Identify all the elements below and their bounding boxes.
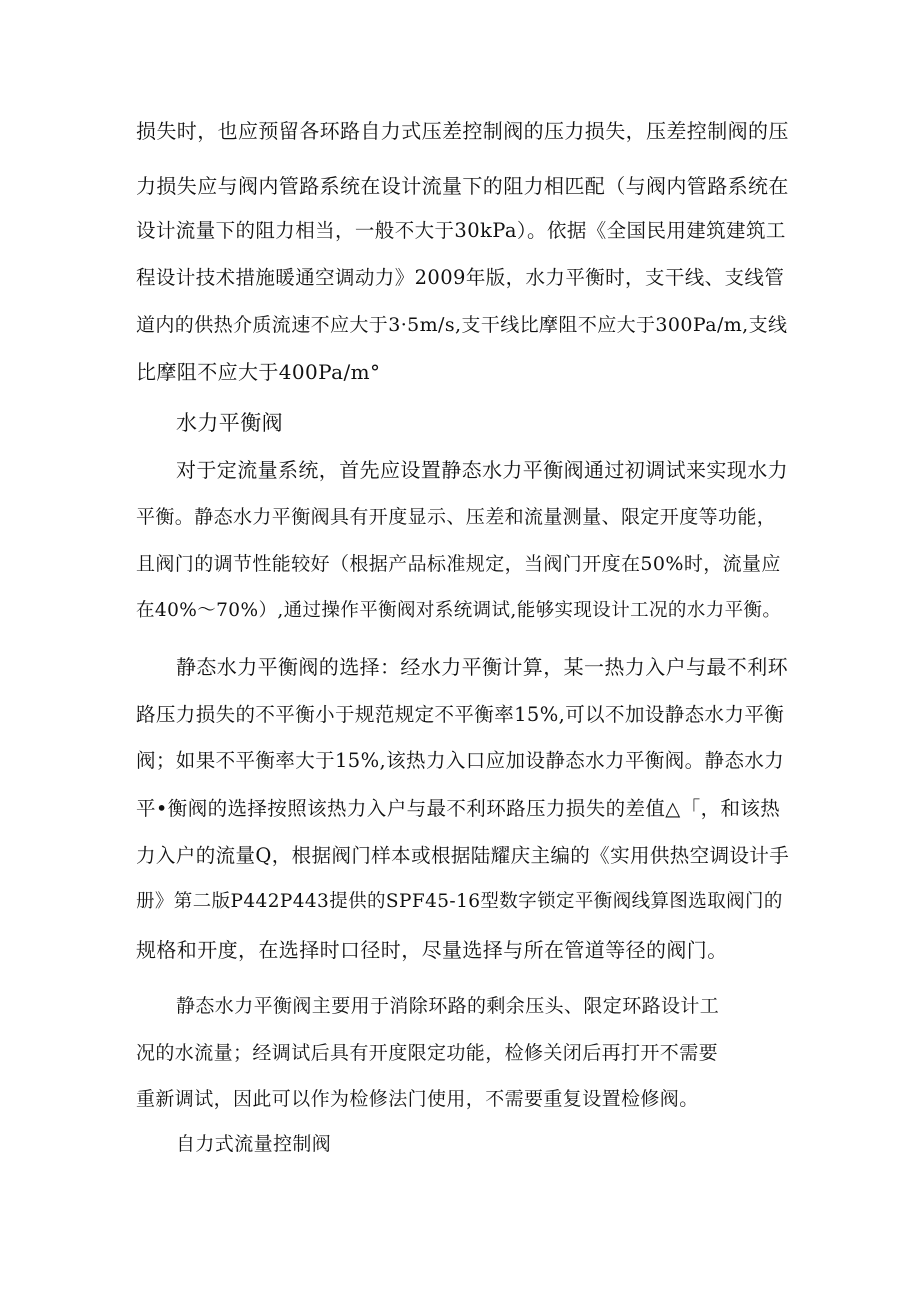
paragraph-1-line-5: 道内的供热介质流速不应大于3·5m∕s,支干线比摩阻不应大于300Pa∕m,支线 (136, 314, 788, 336)
paragraph-3-line-5: 力入户的流量Q，根据阀门样本或根据陆耀庆主编的《实用供热空调设计手 (136, 844, 790, 867)
section-heading-balance-valve: 水力平衡阀 (176, 411, 283, 435)
paragraph-4-line-2: 况的水流量；经调试后具有开度限定功能，检修关闭后再打开不需要 (136, 1042, 719, 1064)
paragraph-1-line-3: 设计流量下的阻力相当，一般不大于30kPa）。依据《全国民用建筑建筑工 (136, 219, 786, 242)
paragraph-4-line-3: 重新调试，因此可以作为检修法门使用，不需要重复设置检修阀。 (136, 1088, 699, 1110)
paragraph-2-line-2: 平衡。静态水力平衡阀具有开度显示、压差和流量测量、限定开度等功能， (136, 506, 777, 528)
paragraph-1-line-6: 比摩阻不应大于400Pa∕m° (136, 360, 381, 384)
paragraph-3-line-3: 阀；如果不平衡率大于15%,该热力入口应加设静态水力平衡阀。静态水力 (136, 749, 785, 772)
paragraph-4-line-1: 静态水力平衡阀主要用于消除环路的剩余压头、限定环路设计工 (176, 995, 720, 1017)
paragraph-3-line-2: 路压力损失的不平衡小于规范规定不平衡率15%,可以不加设静态水力平衡 (136, 703, 785, 726)
paragraph-2-line-3: 且阀门的调节性能较好（根据产品标准规定，当阀门开度在50%时，流量应 (136, 553, 781, 575)
paragraph-3-line-7: 规格和开度，在选择时口径时，尽量选择与所在管道等径的阀门。 (136, 938, 728, 962)
paragraph-3-line-4: 平•衡阀的选择按照该热力入户与最不利环路压力损失的差值△「，和该热 (136, 797, 781, 820)
paragraph-2-line-1: 对于定流量系统，首先应设置静态水力平衡阀通过初调试来实现水力 (176, 458, 788, 482)
paragraph-2-line-4: 在40%〜70%）,通过操作平衡阀对系统调试,能够实现设计工况的水力平衡。 (136, 600, 782, 621)
paragraph-1-line-1: 损失时，也应预留各环路自力式压差控制阀的压力损失，压差控制阀的压 (136, 119, 789, 143)
paragraph-1-line-2: 力损失应与阀内管路系统在设计流量下的阻力相匹配（与阀内管路系统在 (136, 174, 789, 198)
paragraph-3-line-1: 静态水力平衡阀的选择：经水力平衡计算，某一热力入户与最不利环 (176, 655, 788, 679)
paragraph-1-line-4: 程设计技术措施暖通空调动力》2009年版，水力平衡时，支干线、支线管 (136, 266, 785, 289)
paragraph-3-line-6: 册》第二版P442P443提供的SPF45-16型数字锁定平衡阀线算图选取阀门的 (136, 891, 783, 912)
section-heading-flow-control-valve: 自力式流量控制阀 (176, 1133, 332, 1155)
